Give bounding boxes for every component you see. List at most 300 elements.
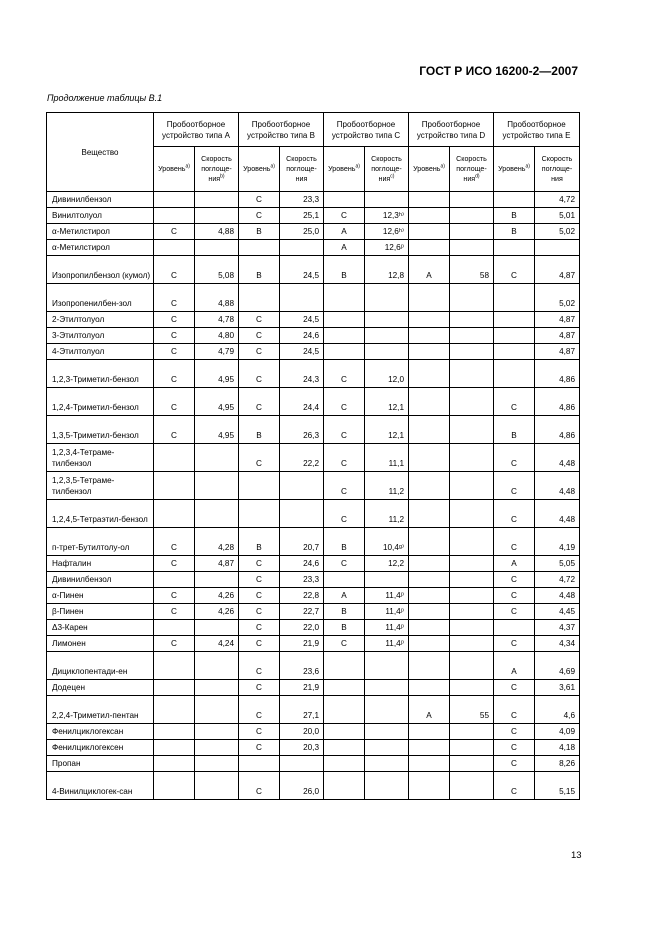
table-row — [47, 572, 580, 588]
sorption-rate-cell: 4,48 — [535, 588, 580, 604]
sorption-rate-cell: 24,3 — [280, 360, 324, 388]
level-cell — [409, 240, 450, 256]
level-cell: B — [494, 416, 535, 444]
level-cell — [239, 284, 280, 312]
level-cell — [324, 572, 365, 588]
table-row — [47, 756, 580, 772]
level-cell — [409, 312, 450, 328]
document-header: ГОСТ Р ИСО 16200-2—2007 — [419, 64, 578, 78]
page-number: 13 — [571, 850, 582, 861]
level-cell: C — [494, 740, 535, 756]
level-cell — [409, 652, 450, 680]
sorption-rate-cell: 4,37 — [535, 620, 580, 636]
level-cell — [409, 360, 450, 388]
sorption-rate-cell — [450, 556, 494, 572]
level-header: Уровень$^{а)}$ — [239, 147, 280, 192]
level-cell: C — [494, 256, 535, 284]
sorption-rate-cell: 5,08 — [195, 256, 239, 284]
level-cell: B — [324, 604, 365, 620]
table-row — [47, 344, 580, 360]
sorption-rate-cell: 12,1 — [365, 416, 409, 444]
level-cell — [409, 556, 450, 572]
substance-name: Δ3-Карен — [47, 620, 154, 636]
sorption-rate-cell: 20,7 — [280, 528, 324, 556]
level-cell — [409, 772, 450, 800]
sorption-rate-cell — [450, 208, 494, 224]
sorption-rate-cell: 24,6 — [280, 556, 324, 572]
sorption-rate-cell — [365, 772, 409, 800]
level-cell — [409, 388, 450, 416]
sorption-rate-cell — [365, 328, 409, 344]
level-cell: B — [324, 620, 365, 636]
sorption-rate-cell: 4,95 — [195, 416, 239, 444]
sorption-rate-cell — [450, 620, 494, 636]
sorption-rate-cell — [450, 344, 494, 360]
level-cell: C — [239, 388, 280, 416]
sorption-rate-cell: 5,01 — [535, 208, 580, 224]
level-cell: C — [239, 696, 280, 724]
sorption-rate-cell — [450, 772, 494, 800]
table-row — [47, 636, 580, 652]
table-body — [47, 192, 580, 800]
level-cell: A — [324, 224, 365, 240]
level-cell — [409, 724, 450, 740]
level-cell: A — [494, 556, 535, 572]
sorption-rate-cell — [450, 312, 494, 328]
sorption-rate-cell — [450, 444, 494, 472]
sorption-rate-cell — [450, 724, 494, 740]
level-cell — [409, 328, 450, 344]
level-cell — [154, 680, 195, 696]
sorption-rate-cell: 4,87 — [535, 256, 580, 284]
level-cell — [154, 444, 195, 472]
sorption-rate-cell: 4,72 — [535, 192, 580, 208]
sorption-rate-cell — [195, 680, 239, 696]
sorption-rate-cell — [450, 604, 494, 620]
level-cell — [154, 724, 195, 740]
sorption-rate-cell — [195, 500, 239, 528]
level-cell — [409, 680, 450, 696]
level-cell — [239, 756, 280, 772]
sorption-rate-cell — [195, 240, 239, 256]
level-cell — [494, 328, 535, 344]
level-cell: B — [239, 528, 280, 556]
level-cell: C — [154, 312, 195, 328]
level-cell — [154, 572, 195, 588]
sorption-rate-cell: 4,09 — [535, 724, 580, 740]
sorption-rate-header: Скорость поглоще-ния$^{d)}$ — [450, 147, 494, 192]
group-header: Пробоотборное устройство типа E — [494, 113, 580, 147]
level-cell: C — [239, 572, 280, 588]
substance-name: Пропан — [47, 756, 154, 772]
substance-name: 4-Винилциклогек-сан — [47, 772, 154, 800]
substance-name: 1,2,3,5-Тетраме-тилбензол — [47, 472, 154, 500]
sorption-rate-cell — [280, 472, 324, 500]
level-cell: C — [239, 192, 280, 208]
level-cell: A — [409, 256, 450, 284]
sorption-rate-cell — [365, 572, 409, 588]
sorption-rate-cell: 4,48 — [535, 472, 580, 500]
sorption-rate-cell: 22,7 — [280, 604, 324, 620]
level-cell — [154, 772, 195, 800]
level-cell — [409, 636, 450, 652]
level-cell: C — [239, 556, 280, 572]
sorption-rate-cell: 27,1 — [280, 696, 324, 724]
sorption-rate-cell: 24,5 — [280, 256, 324, 284]
level-cell — [154, 740, 195, 756]
table-row — [47, 328, 580, 344]
level-cell — [409, 572, 450, 588]
sorption-rate-header: Скорость поглоще-ния$^{b)}$ — [195, 147, 239, 192]
group-header: Пробоотборное устройство типа А — [154, 113, 239, 147]
level-cell: C — [239, 652, 280, 680]
sorption-rate-cell: 24,4 — [280, 388, 324, 416]
sorption-rate-cell: 4,88 — [195, 224, 239, 240]
sorption-rate-cell: 4,86 — [535, 416, 580, 444]
level-cell — [494, 240, 535, 256]
table-row — [47, 208, 580, 224]
level-cell — [409, 416, 450, 444]
substance-name: Винилтолуол — [47, 208, 154, 224]
sorption-rate-cell — [450, 284, 494, 312]
sorption-rate-cell: 26,3 — [280, 416, 324, 444]
substance-name: α-Метилстирол — [47, 224, 154, 240]
level-cell: C — [494, 696, 535, 724]
level-cell: C — [494, 680, 535, 696]
level-header: Уровень$^{а)}$ — [494, 147, 535, 192]
table-row — [47, 652, 580, 680]
sorption-rate-cell: 22,8 — [280, 588, 324, 604]
sorption-rate-cell: 12,6ʰ⁾ — [365, 224, 409, 240]
sorption-rate-cell — [450, 472, 494, 500]
substance-name: 1,2,4,5-Тетраэтил-бензол — [47, 500, 154, 528]
substance-name: 1,2,3-Триметил-бензол — [47, 360, 154, 388]
sorption-rate-cell: 4,28 — [195, 528, 239, 556]
level-cell: C — [154, 588, 195, 604]
sorption-rate-cell — [195, 740, 239, 756]
sorption-rate-cell — [195, 756, 239, 772]
sorption-rate-cell: 22,0 — [280, 620, 324, 636]
sorption-rate-cell: 24,5 — [280, 312, 324, 328]
level-cell — [154, 192, 195, 208]
level-cell — [324, 652, 365, 680]
level-cell: C — [239, 740, 280, 756]
sorption-rate-cell: 4,87 — [535, 312, 580, 328]
sorption-rate-header: Скорость поглоще-ния — [280, 147, 324, 192]
level-cell — [324, 756, 365, 772]
sorption-rate-cell: 4,79 — [195, 344, 239, 360]
table-row — [47, 360, 580, 388]
substance-name: 4-Этилтолуол — [47, 344, 154, 360]
sorption-rate-cell: 4,86 — [535, 388, 580, 416]
sorption-rate-cell: 4,26 — [195, 588, 239, 604]
sorption-rate-cell — [280, 240, 324, 256]
sorption-rate-cell — [365, 740, 409, 756]
table-caption: Продолжение таблицы В.1 — [47, 93, 163, 103]
table-row — [47, 192, 580, 208]
sorption-rate-cell — [365, 284, 409, 312]
level-cell — [324, 724, 365, 740]
level-cell — [154, 240, 195, 256]
level-cell: C — [494, 636, 535, 652]
level-cell: C — [324, 472, 365, 500]
level-cell — [494, 312, 535, 328]
level-cell: B — [494, 224, 535, 240]
substance-name: 3-Этилтолуол — [47, 328, 154, 344]
level-cell: C — [154, 224, 195, 240]
level-cell — [494, 192, 535, 208]
sorption-rate-cell: 4,88 — [195, 284, 239, 312]
level-cell: C — [494, 756, 535, 772]
sorption-rate-cell: 4,24 — [195, 636, 239, 652]
level-cell: C — [494, 588, 535, 604]
sorption-rate-cell: 4,18 — [535, 740, 580, 756]
sorption-rate-header: Скорость поглоще-ния$^{с)}$ — [365, 147, 409, 192]
sorption-rate-cell: 4,45 — [535, 604, 580, 620]
level-cell: C — [154, 360, 195, 388]
level-cell: C — [494, 772, 535, 800]
table-row — [47, 772, 580, 800]
table-row — [47, 696, 580, 724]
level-cell — [324, 328, 365, 344]
sorption-rate-cell — [450, 572, 494, 588]
substance-name: п-трет-Бутилтолу-ол — [47, 528, 154, 556]
sorption-rate-cell — [195, 472, 239, 500]
level-cell — [409, 344, 450, 360]
sorption-rate-cell: 11,2 — [365, 500, 409, 528]
substance-name: Дивинилбензол — [47, 192, 154, 208]
level-cell — [324, 740, 365, 756]
sorption-rate-cell: 12,8 — [365, 256, 409, 284]
level-cell — [409, 444, 450, 472]
level-cell: C — [494, 528, 535, 556]
sorption-rate-cell: 25,0 — [280, 224, 324, 240]
level-cell — [409, 588, 450, 604]
sorption-rate-cell: 4,95 — [195, 388, 239, 416]
sorption-rate-cell: 4,48 — [535, 444, 580, 472]
level-cell — [324, 772, 365, 800]
sorption-rate-cell: 24,6 — [280, 328, 324, 344]
table-row — [47, 256, 580, 284]
sorption-rate-cell — [365, 312, 409, 328]
level-cell — [324, 696, 365, 724]
level-cell: C — [494, 500, 535, 528]
level-cell: A — [324, 588, 365, 604]
level-cell: B — [239, 256, 280, 284]
substance-name: 2,2,4-Триметил-пентан — [47, 696, 154, 724]
level-cell: A — [324, 240, 365, 256]
level-cell: C — [239, 604, 280, 620]
level-cell — [324, 284, 365, 312]
sorption-rate-cell — [195, 208, 239, 224]
sorption-rate-cell: 4,72 — [535, 572, 580, 588]
level-cell — [494, 344, 535, 360]
level-cell: C — [324, 388, 365, 416]
sorption-rate-cell: 5,02 — [535, 284, 580, 312]
level-cell: C — [494, 572, 535, 588]
sorption-rate-cell: 4,19 — [535, 528, 580, 556]
sorption-rate-cell — [280, 284, 324, 312]
sorption-rate-cell — [450, 740, 494, 756]
level-cell — [409, 208, 450, 224]
level-cell — [494, 284, 535, 312]
sorption-rate-cell — [195, 620, 239, 636]
group-header-row — [47, 113, 580, 147]
level-cell: C — [154, 328, 195, 344]
sorption-rate-cell: 12,1 — [365, 388, 409, 416]
level-cell: C — [324, 360, 365, 388]
level-cell — [154, 472, 195, 500]
substance-name: α-Пинен — [47, 588, 154, 604]
level-cell: C — [494, 388, 535, 416]
table-row — [47, 240, 580, 256]
level-header: Уровень$^{а)}$ — [154, 147, 195, 192]
sorption-rate-cell: 5,02 — [535, 224, 580, 240]
sorption-rate-cell — [195, 696, 239, 724]
substance-name: Изопропилбензол (кумол) — [47, 256, 154, 284]
level-cell: C — [239, 344, 280, 360]
level-cell — [154, 208, 195, 224]
sorption-rate-cell: 55 — [450, 696, 494, 724]
level-cell — [154, 652, 195, 680]
sorption-rate-cell: 21,9 — [280, 680, 324, 696]
sorption-rate-cell: 23,3 — [280, 572, 324, 588]
level-cell — [409, 756, 450, 772]
level-cell — [409, 472, 450, 500]
sorption-rate-cell — [365, 192, 409, 208]
level-cell: C — [154, 636, 195, 652]
sorption-rate-cell — [450, 224, 494, 240]
level-cell: B — [324, 528, 365, 556]
sorption-rate-cell — [195, 772, 239, 800]
level-cell: C — [239, 724, 280, 740]
level-cell: C — [239, 588, 280, 604]
table-row — [47, 472, 580, 500]
level-cell: C — [324, 444, 365, 472]
sorption-rate-cell — [365, 652, 409, 680]
substance-name: 1,2,3,4-Тетраме-тилбензол — [47, 444, 154, 472]
sorption-rate-cell — [195, 192, 239, 208]
sorption-rate-cell: 4,87 — [535, 344, 580, 360]
level-cell: C — [239, 312, 280, 328]
sorption-rate-cell: 11,4ʲ⁾ — [365, 588, 409, 604]
table-row — [47, 680, 580, 696]
sorption-rate-cell: 4,26 — [195, 604, 239, 620]
sorption-rate-cell: 11,4ʲ⁾ — [365, 604, 409, 620]
sorption-rate-cell — [450, 388, 494, 416]
sorption-rate-cell: 26,0 — [280, 772, 324, 800]
sorption-rate-cell: 4,34 — [535, 636, 580, 652]
group-header: Пробоотборное устройство типа D — [409, 113, 494, 147]
sorption-rate-cell: 4,78 — [195, 312, 239, 328]
sorption-rate-cell: 11,2 — [365, 472, 409, 500]
level-cell: C — [494, 444, 535, 472]
level-cell: B — [239, 416, 280, 444]
level-cell — [409, 620, 450, 636]
level-cell — [409, 500, 450, 528]
level-cell — [324, 192, 365, 208]
sorption-rate-cell: 4,87 — [535, 328, 580, 344]
sorption-rate-cell: 12,3ʰ⁾ — [365, 208, 409, 224]
level-cell — [409, 224, 450, 240]
level-cell: C — [239, 360, 280, 388]
level-cell: C — [154, 284, 195, 312]
level-cell — [239, 472, 280, 500]
sorption-rate-cell: 5,05 — [535, 556, 580, 572]
substance-name: 2-Этилтолуол — [47, 312, 154, 328]
level-cell — [409, 740, 450, 756]
sorption-rate-cell — [195, 652, 239, 680]
table-row — [47, 284, 580, 312]
level-cell: C — [154, 416, 195, 444]
level-cell: C — [154, 388, 195, 416]
level-cell: C — [239, 444, 280, 472]
sorption-rate-cell: 25,1 — [280, 208, 324, 224]
level-cell — [239, 240, 280, 256]
table-row — [47, 444, 580, 472]
level-cell — [154, 696, 195, 724]
sorption-rate-cell: 4,80 — [195, 328, 239, 344]
level-cell: C — [239, 636, 280, 652]
table-row — [47, 528, 580, 556]
level-cell: C — [239, 328, 280, 344]
level-cell — [154, 500, 195, 528]
sorption-rate-cell: 4,6 — [535, 696, 580, 724]
substance-name: Нафталин — [47, 556, 154, 572]
table-row — [47, 416, 580, 444]
group-header: Пробоотборное устройство типа С — [324, 113, 409, 147]
level-cell: C — [239, 620, 280, 636]
level-cell — [324, 312, 365, 328]
level-cell — [154, 756, 195, 772]
sorption-rate-cell: 4,87 — [195, 556, 239, 572]
sorption-rate-cell — [450, 588, 494, 604]
table-row — [47, 620, 580, 636]
substance-name: Додецен — [47, 680, 154, 696]
level-cell: A — [409, 696, 450, 724]
substance-name: β-Пинен — [47, 604, 154, 620]
level-cell: C — [324, 416, 365, 444]
table-row — [47, 604, 580, 620]
level-cell — [409, 284, 450, 312]
sorption-rate-cell — [365, 724, 409, 740]
table-row — [47, 224, 580, 240]
substance-name: Лимонен — [47, 636, 154, 652]
sorption-rate-cell — [450, 680, 494, 696]
sorption-rate-cell: 11,1 — [365, 444, 409, 472]
sorption-rate-cell: 8,26 — [535, 756, 580, 772]
level-cell: C — [494, 472, 535, 500]
level-cell — [324, 344, 365, 360]
sorption-rate-cell — [195, 572, 239, 588]
sorption-rate-cell: 23,6 — [280, 652, 324, 680]
level-header: Уровень$^{а)}$ — [409, 147, 450, 192]
table-row — [47, 500, 580, 528]
level-cell — [324, 680, 365, 696]
sorption-rate-table — [46, 112, 580, 800]
sorption-rate-cell — [450, 240, 494, 256]
level-cell — [409, 192, 450, 208]
sorption-rate-cell: 11,4ʲ⁾ — [365, 620, 409, 636]
sorption-rate-cell: 23,3 — [280, 192, 324, 208]
sorption-rate-cell — [450, 360, 494, 388]
table-row — [47, 556, 580, 572]
sorption-rate-cell: 20,0 — [280, 724, 324, 740]
level-cell — [239, 500, 280, 528]
level-cell — [409, 528, 450, 556]
level-cell: B — [239, 224, 280, 240]
level-cell: C — [324, 556, 365, 572]
